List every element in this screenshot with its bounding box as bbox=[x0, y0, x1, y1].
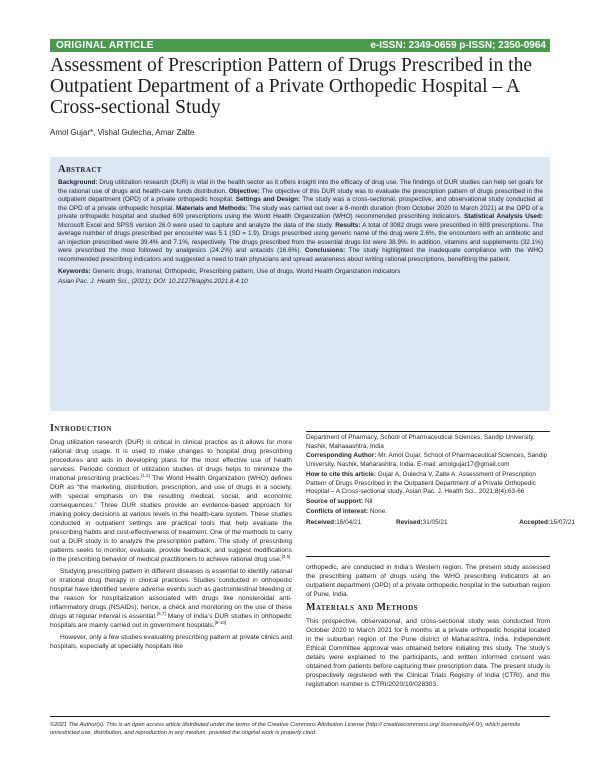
accepted-value: 15/07/21 bbox=[550, 519, 575, 527]
abstract-settings: The study was a cross-sectional, prospective, and observational study conducted at the OPD of a private orthopedic hospital. bbox=[58, 196, 544, 212]
license-footer: ©2021 The Author(s). This is an open access article distributed under the terms of the Creative Commons Attribution License (http:// creativecommons.org/ licenses/by/4.0/), which permits unrestricted use, distribution, and reproduction in any medium, provided the original work is properly cited. bbox=[50, 722, 521, 736]
conflicts-label: Conflicts of interest: bbox=[306, 507, 369, 515]
issn-label: e-ISSN: 2349-0659 p-ISSN; 2350-0964 bbox=[370, 40, 546, 51]
intro-ref: [3,5] bbox=[281, 554, 291, 559]
cite-text: Gujar A, Gulecha V, Zalte A. Assessment of Prescription Pattern of Drugs Prescribed in the Outpatient Department of a Private Orthopedic Hospital – A Cross-sectional study. Asian Pac. J. Health Sci., 2021;8(4):63-66 bbox=[306, 470, 536, 496]
abstract-background-label: Background: bbox=[58, 179, 98, 186]
keywords bbox=[58, 268, 543, 277]
source-of-support bbox=[306, 498, 550, 507]
corresponding-author bbox=[306, 452, 550, 469]
methods-heading: Materials and Methods bbox=[306, 602, 418, 613]
revised-date bbox=[396, 519, 448, 528]
abstract-objective-label: Objective: bbox=[228, 187, 260, 195]
abstract-conclusions: The study highlighted the inadequate compliance with the WHO recommended prescribing indicators and suggested a need to train physicians and spread awareness about writing rational prescriptions, benefitting the patient. bbox=[58, 247, 543, 263]
intro-paragraph-1 bbox=[50, 438, 292, 564]
conflicts-of-interest bbox=[306, 508, 550, 517]
abstract-statistical-label: Statistical Analysis Used: bbox=[463, 213, 544, 221]
revised-label: Revised: bbox=[396, 519, 423, 527]
abstract-materials-label: Materials and Methods: bbox=[176, 204, 248, 212]
support-label: Source of support: bbox=[306, 497, 364, 505]
cite-label: How to cite this article: bbox=[306, 470, 376, 478]
intro-p2b: Many of India’s DUR studies in orthopedic hospitals are mainly carried out in government hospitals. bbox=[50, 613, 292, 629]
abstract-results: A total of 3082 drugs were prescribed in 609 prescriptions. The average number of drugs prescribed per encounter was 5.1 (SD = 1.9). Drugs prescribed using generic name of the drug were 2.6%, the encounters with an antibiotic and an injection prescribed were 39.4% and 7.1%, respectively. The drugs prescribed from the essential drugs list were 38.9%. In addition, vitamins and supplements (32.1%) were prescribed the most followed by analgesics (24.2%) and antacids (16.6%). bbox=[58, 221, 543, 255]
affiliation: Department of Pharmacy, School of Pharmaceutical Sciences, Sandip University, Nashik, Mahaaashtra, India bbox=[306, 434, 535, 450]
info-top-rule bbox=[306, 431, 550, 432]
article-title: Assessment of Prescription Pattern of Drugs Prescribed in the Outpatient Department of a Private Orthopedic Hospital – A Cross-sectional Study bbox=[50, 55, 532, 118]
intro-p2a: Studying prescribing pattern in different diseases is essential to identify rational or irrational drug therapy in clinical practices. Studies conducted in orthopedic hospital have identified severe adverse events such as gastrointestinal bleeding or the reason for hospitalization associated with drugs like nonsteroidal anti-inflammatory drugs (NSAIDs); hence, a check and monitoring on the use of these drugs at regular interval is essential. bbox=[50, 568, 292, 620]
methods-section bbox=[306, 603, 550, 689]
intro-continued: orthopedic, are conducted in India’s Western region. The present study assessed the prescribing pattern of drugs using the WHO prescribing indicators at an outpatient department (OPD) of a private orthopedic hospital in the suburban region of Pune, India. bbox=[306, 564, 550, 598]
keywords-text: Generic drugs, Irrational, Orthopedic, Prescribing pattern, Use of drugs, World Health Organization indicators bbox=[90, 268, 401, 276]
accepted-date bbox=[519, 519, 575, 528]
header-banner bbox=[50, 39, 550, 52]
info-bottom-rule bbox=[306, 556, 550, 557]
abstract-objective: The objective of this DUR study was to evaluate the prescription pattern of drugs prescribed in the outpatient department (OPD) of a private orthopedic hospital. bbox=[58, 187, 543, 204]
journal-citation: Asian Pac. J. Health Sci., (2021); DOI: 10.21276/apjhs.2021.8.4.10 bbox=[58, 277, 248, 285]
abstract-box bbox=[50, 157, 550, 411]
footer-rule bbox=[50, 716, 550, 717]
received-value: 16/04/21 bbox=[336, 519, 362, 527]
abstract-text bbox=[58, 179, 543, 264]
keywords-label: Keywords: bbox=[58, 268, 91, 276]
intro-p1a: Drug utilization research (DUR) is critical in clinical practice as it allows for more rational drug usage. It is used to make changes to hospital drug prescribing procedures and aids in developing plans for the most effective use of health services. Periodic conduct of utilization studies of drugs helps to minimize the irrational prescribing practices. bbox=[50, 439, 292, 482]
article-info bbox=[306, 434, 575, 529]
accepted-label: Accepted: bbox=[519, 519, 550, 527]
methods-text: This prospective, observational, and cross-sectional study was conducted from October 2020 to March 2021 for 6 months at a private orthopedic hospital located in the suburban region of the Pune district of Maharashtra, India. Independent Ethical Committee approval was obtained before initiating this study. The study’s details were explained to the participants, and written informed consent was obtained from patients before capturing their prescription data. The present study is prospectively registered with the Clinical Trials Registry of India (CTRI), and the registration number is CTRI/2020/10/028303. bbox=[306, 618, 550, 688]
corresponding-label: Corresponding Author: bbox=[306, 452, 377, 460]
left-column bbox=[50, 424, 292, 651]
abstract-results-label: Results: bbox=[335, 221, 361, 229]
abstract-background: Drug utilization research (DUR) is vital in the health sector as it offers insight into the efficacy of drug use. The findings of DUR studies can help set goals for the rational use of drugs and health-care funds distribution. bbox=[58, 179, 543, 195]
dates-row bbox=[306, 519, 575, 529]
received-date bbox=[306, 519, 362, 528]
author-list: Amol Gujar*, Vishal Gulecha, Amar Zalte bbox=[50, 128, 195, 137]
corresponding-text: Mr. Amol Gujar, School of Pharmaceutical Sciences, Sandip University, Nashik, Maharashtra, India. E-mail: amolgujar17@gmail.com bbox=[306, 452, 548, 469]
section-label: ORIGINAL ARTICLE bbox=[56, 40, 154, 51]
revised-value: 31/05/21 bbox=[422, 519, 448, 527]
abstract-heading: Abstract bbox=[58, 164, 102, 175]
intro-paragraph-2 bbox=[50, 567, 292, 630]
intro-p1b: The World Health Organization (WHO) defines DUR as “the marketing, distribution, prescription, and use of drugs in a society, with special emphasis on the resulting medical, social, and economic consequences.” Three DUR studies provide an evidence-based approach for making policy decisions at various levels in the health-care system. These studies conducted in outpatient settings are practical tools that help evaluate the prescribing habits and cost-effectiveness of treatment. One of the methods to carry out a DUR study is to analyze the prescription pattern. The study of prescribing patterns seeks to monitor, evaluate, provide feedback, and suggest modifications in the prescribing behavior of medical practitioners to achieve rational drug use. bbox=[50, 475, 292, 563]
abstract-materials: The study was carried out over a 6-month duration (from October 2020 to March 2021) at the OPD of a private orthopedic hospital and studied 609 prescriptions using the World Health Organization (WHO) recommended prescribing indicators. bbox=[58, 204, 543, 221]
abstract-settings-label: Settings and Design: bbox=[235, 196, 301, 204]
conflicts-text: None. bbox=[368, 507, 387, 515]
abstract-statistical: Microsoft Excel and SPSS version 26.0 were used to capture and analyze the data of the study. bbox=[58, 221, 336, 229]
support-text: Nil bbox=[363, 497, 373, 505]
intro-ref: [1,2] bbox=[140, 473, 150, 478]
intro-paragraph-3: However, only a few studies evaluating prescribing pattern at private clinics and hospitals, especially at specialty hospitals like bbox=[50, 634, 292, 650]
received-label: Received: bbox=[306, 519, 337, 527]
intro-ref: [8-10] bbox=[214, 620, 227, 625]
how-to-cite bbox=[306, 471, 550, 497]
introduction-heading: Introduction bbox=[50, 423, 112, 434]
abstract-conclusions-label: Conclusions: bbox=[304, 247, 346, 255]
intro-ref: [6,7] bbox=[156, 611, 166, 616]
